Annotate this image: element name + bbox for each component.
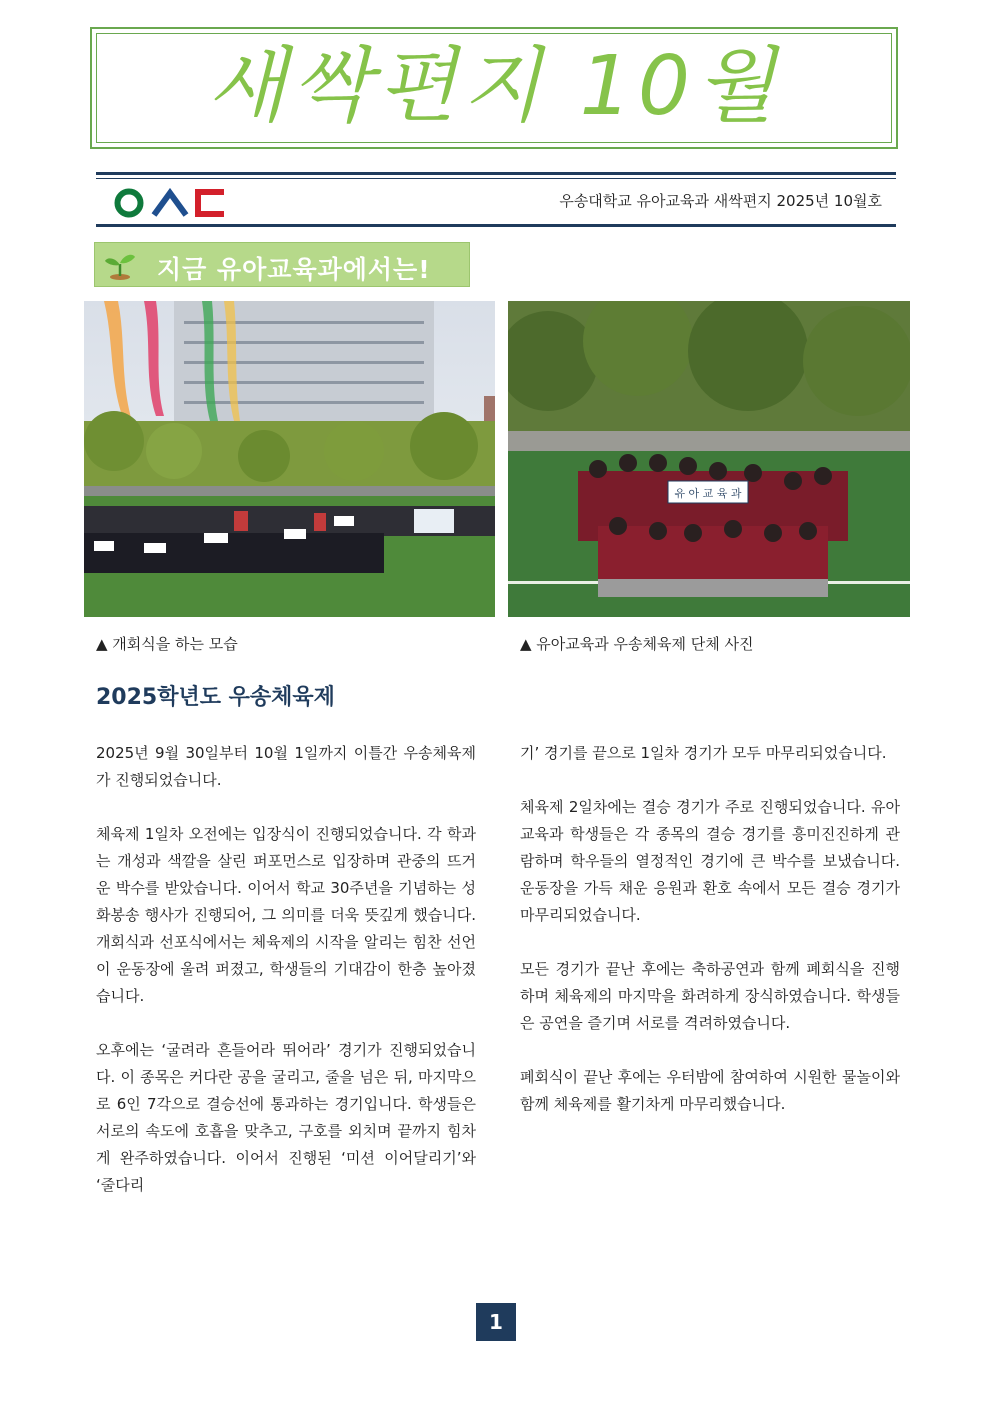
article-paragraph: 폐회식이 끝난 후에는 우터밤에 참여하여 시원한 물놀이와 함께 체육제를 활기차게 마무리했습니다.	[520, 1068, 900, 1113]
publication-info: 우송대학교 유아교육과 새싹편지 2025년 10월호	[559, 192, 882, 210]
article-column-left	[96, 740, 476, 1226]
page-number: 1	[476, 1303, 516, 1341]
opening-ceremony-photo	[84, 301, 495, 617]
title-box	[90, 27, 898, 149]
article-column-right	[520, 740, 900, 1145]
section-banner-label: 지금 유아교육과에서는!	[157, 255, 431, 284]
header-rule-bottom	[96, 224, 896, 227]
group-photo	[508, 301, 910, 617]
right-photo-caption: ▲ 유아교육과 우송체육제 단체 사진	[520, 635, 754, 653]
article-paragraph: 기’ 경기를 끝으로 1일차 경기가 모두 마무리되었습니다.	[520, 744, 887, 762]
article-paragraph: 체육제 1일차 오전에는 입장식이 진행되었습니다. 각 학과는 개성과 색깔을 살린 퍼포먼스로 입장하며 관중의 뜨거운 박수를 받았습니다. 이어서 학교 30주년을 기념하는 성화봉송 행사가 진행되어, 그 의미를 더욱 뜻깊게 했습니다. 개회식과 선포식에서는 체육제의 시작을 알리는 힘찬 선언이 운동장에 울려 퍼졌고, 학생들의 기대감이 한층 높아졌습니다.	[96, 825, 476, 1005]
article-title: 2025학년도 우송체육제	[96, 685, 335, 710]
university-logo-icon	[114, 188, 226, 218]
header-rule-top	[96, 172, 896, 175]
newsletter-title: 새싹편지 10월	[206, 39, 782, 134]
department-sign: 유 아 교 육 과	[674, 487, 742, 500]
left-photo-caption: ▲ 개회식을 하는 모습	[96, 635, 238, 653]
article-paragraph: 체육제 2일차에는 결승 경기가 주로 진행되었습니다. 유아교육과 학생들은 각 종목의 결승 경기를 흥미진진하게 관람하며 학우들의 열정적인 경기에 큰 박수를 보냈습니다. 운동장을 가득 채운 응원과 환호 속에서 모든 결승 경기가 마무리되었습니다.	[520, 798, 900, 924]
section-banner	[94, 242, 470, 287]
sprout-icon	[103, 249, 137, 281]
header-bar	[96, 172, 896, 227]
article-paragraph: 모든 경기가 끝난 후에는 축하공연과 함께 폐회식을 진행하며 체육제의 마지막을 화려하게 장식하였습니다. 학생들은 공연을 즐기며 서로를 격려하였습니다.	[520, 960, 900, 1032]
header-rule-top-thin	[96, 178, 896, 179]
article-paragraph: 오후에는 ‘굴려라 흔들어라 뛰어라’ 경기가 진행되었습니다. 이 종목은 커다란 공을 굴리고, 줄을 넘은 뒤, 마지막으로 6인 7각으로 결승선에 통과하는 경기입니다. 학생들은 서로의 속도에 호흡을 맞추고, 구호를 외치며 끝까지 힘차게 완주하였습니다. 이어서 진행된 ‘미션 이어달리기’와 ‘줄다리	[96, 1041, 476, 1194]
article-paragraph: 2025년 9월 30일부터 10월 1일까지 이틀간 우송체육제가 진행되었습니다.	[96, 744, 476, 789]
